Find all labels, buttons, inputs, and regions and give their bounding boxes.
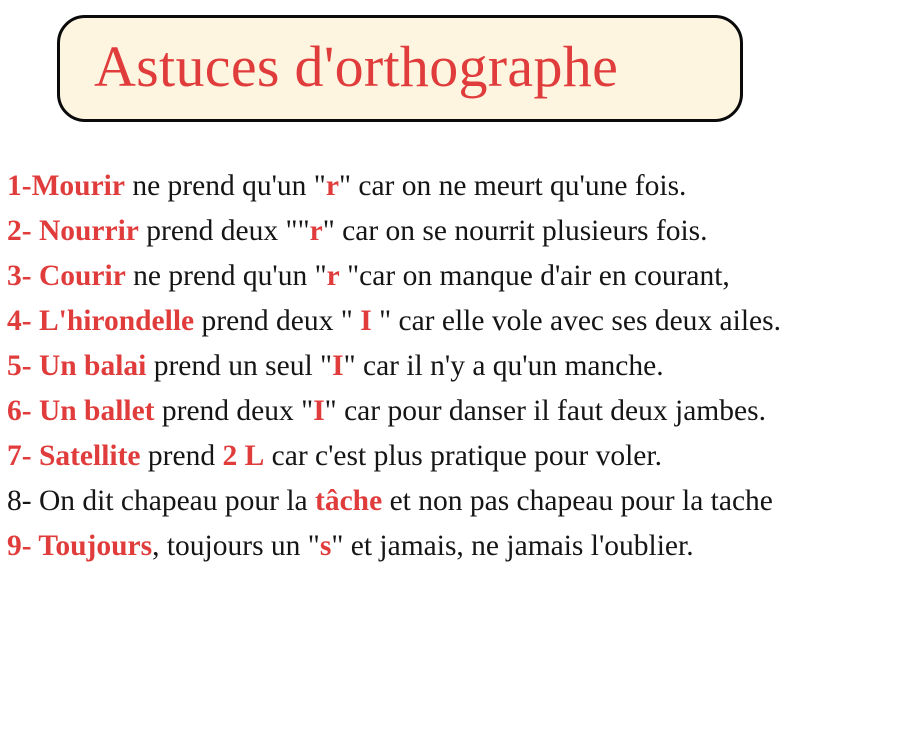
- tip-keyword: 2- Nourrir: [7, 215, 139, 247]
- tip-keyword: 3- Courir: [7, 260, 126, 292]
- tip-text: prend deux ": [194, 305, 361, 337]
- tip-item-4: [7, 299, 917, 344]
- tip-text: " car elle vole avec ses deux ailes.: [371, 305, 781, 337]
- tip-text: et non pas chapeau pour la tache: [382, 485, 773, 517]
- tip-keyword: 5- Un balai: [7, 350, 147, 382]
- tip-keyword: 1-Mourir: [7, 170, 125, 202]
- tip-item-8: [7, 479, 917, 524]
- tip-keyword: 9- Toujours: [7, 530, 153, 562]
- tip-item-1: [7, 164, 917, 209]
- tip-text: " car pour danser il faut deux jambes.: [324, 395, 766, 427]
- tip-text: car c'est plus pratique pour voler.: [264, 440, 662, 472]
- tip-keyword: 4- L'hirondelle: [7, 305, 195, 337]
- tip-letter: I: [360, 305, 372, 337]
- page-title: Astuces d'orthographe: [94, 34, 619, 99]
- tips-list: [7, 164, 917, 569]
- tip-text: prend deux ": [154, 395, 314, 427]
- tip-item-5: [7, 344, 917, 389]
- tip-text: prend deux "": [138, 215, 310, 247]
- tip-item-6: [7, 389, 917, 434]
- tip-item-2: [7, 209, 917, 254]
- tip-text: prend un seul ": [146, 350, 333, 382]
- title-banner: [57, 15, 743, 122]
- tip-item-7: [7, 434, 917, 479]
- tip-text: " car il n'y a qu'un manche.: [343, 350, 664, 382]
- tip-text: ne prend qu'un ": [125, 260, 327, 292]
- tip-letter: s: [319, 530, 332, 562]
- tip-letter: I: [313, 395, 325, 427]
- tip-letter: r: [309, 215, 323, 247]
- tip-keyword: 7- Satellite: [7, 440, 141, 472]
- tip-text: " car on se nourrit plusieurs fois.: [322, 215, 708, 247]
- tip-letter: r: [326, 260, 340, 292]
- tip-keyword: tâche: [315, 485, 383, 517]
- tip-letter: r: [325, 170, 339, 202]
- tip-letter: I: [332, 350, 344, 382]
- tip-text: ne prend qu'un ": [124, 170, 326, 202]
- tip-text: , toujours un ": [152, 530, 320, 562]
- tip-keyword: 6- Un ballet: [7, 395, 155, 427]
- tip-text: "car on manque d'air en courant,: [339, 260, 730, 292]
- tip-item-9: [7, 524, 917, 569]
- tip-text: 8- On dit chapeau pour la: [7, 485, 316, 517]
- tip-item-3: [7, 254, 917, 299]
- tip-letter: 2 L: [222, 440, 265, 472]
- tip-text: " car on ne meurt qu'une fois.: [338, 170, 687, 202]
- tip-text: prend: [140, 440, 223, 472]
- tip-text: " et jamais, ne jamais l'oublier.: [331, 530, 694, 562]
